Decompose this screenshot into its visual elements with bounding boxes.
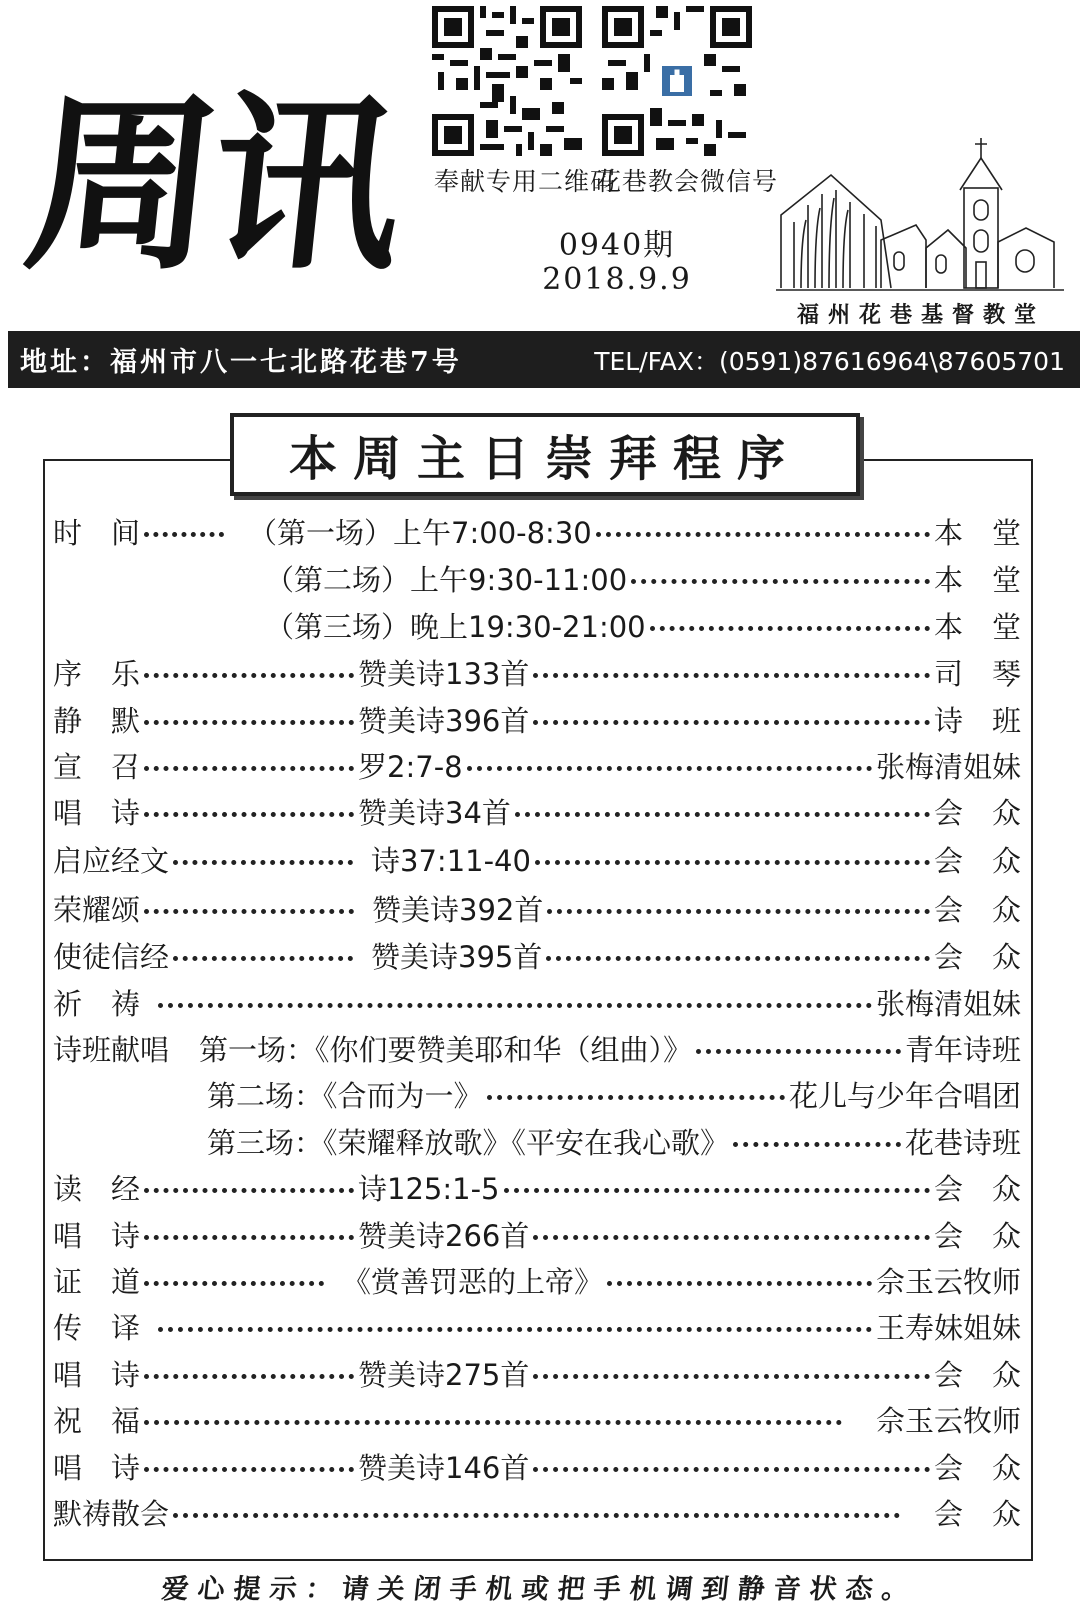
leader-dots	[533, 1374, 930, 1379]
program-row	[53, 1164, 1021, 1210]
row-role: 本 堂	[933, 515, 1021, 550]
row-label: 读 经	[53, 1171, 141, 1206]
program-row	[53, 649, 1021, 695]
row-content: 赞美诗34首	[358, 795, 511, 830]
leader-dots	[535, 860, 930, 865]
row-content: （第三场）晚上19:30-21:00	[265, 609, 646, 644]
leader-dots	[533, 1467, 930, 1472]
program-row	[53, 836, 1021, 882]
row-role: 张梅清姐妹	[875, 749, 1021, 784]
leader-dots	[144, 909, 354, 914]
row-content: （第一场）上午7:00-8:30	[248, 515, 592, 550]
row-role: 会 众	[933, 1357, 1021, 1392]
row-content: 赞美诗266首	[358, 1218, 530, 1253]
leader-dots	[515, 812, 930, 817]
row-label: 唱 诗	[53, 1450, 141, 1485]
program-row	[53, 508, 1021, 554]
row-role: 青年诗班	[904, 1032, 1021, 1067]
leader-dots	[173, 860, 353, 865]
row-label: 启应经文	[53, 843, 170, 878]
row-label: 诗班献唱	[53, 1032, 170, 1067]
row-role: 王寿妹姐妹	[875, 1310, 1021, 1345]
church-address: 地址：福州市八一七北路花巷7号	[20, 347, 462, 378]
row-content: 诗125:1-5	[358, 1171, 500, 1206]
leader-dots	[504, 1188, 930, 1193]
row-content: 第三场：《荣耀释放歌》《平安在我心歌》	[207, 1125, 730, 1160]
leader-dots	[596, 532, 930, 537]
program-title: 本周主日崇拜程序	[230, 413, 860, 496]
leader-dots	[487, 1095, 785, 1100]
program-row	[53, 1025, 1021, 1071]
wechat-qr-code-icon[interactable]	[602, 6, 752, 156]
row-label: 静 默	[53, 703, 141, 738]
row-role: 诗 班	[933, 703, 1021, 738]
leader-dots	[144, 766, 354, 771]
leader-dots	[144, 1235, 354, 1240]
row-content: 《赏善罚恶的上帝》	[342, 1264, 604, 1299]
row-label: 荣耀颂	[53, 892, 141, 927]
program-row	[53, 1118, 1021, 1164]
row-role: 花儿与少年合唱团	[788, 1078, 1021, 1113]
leader-dots	[650, 626, 930, 631]
row-label: 唱 诗	[53, 1357, 141, 1392]
row-role: 会 众	[933, 1496, 1021, 1531]
leader-dots	[173, 1513, 900, 1518]
leader-dots	[144, 1281, 324, 1286]
row-content: 赞美诗396首	[358, 703, 530, 738]
row-label: 唱 诗	[53, 1218, 141, 1253]
leader-dots	[144, 673, 354, 678]
program-row	[53, 742, 1021, 788]
church-name: 福州花巷基督教堂	[796, 302, 1045, 328]
row-label: 时 间	[53, 515, 141, 550]
issue-number: 0940期	[558, 228, 676, 263]
program-row	[53, 885, 1021, 931]
row-role: 会 众	[933, 892, 1021, 927]
program-row	[53, 1396, 1021, 1442]
row-role: 会 众	[933, 1171, 1021, 1206]
row-role: 佘玉云牧师	[875, 1264, 1021, 1299]
leader-dots	[144, 1374, 354, 1379]
row-role: 司 琴	[933, 656, 1021, 691]
row-role: 花巷诗班	[904, 1125, 1021, 1160]
row-role: 本 堂	[933, 609, 1021, 644]
program-row	[53, 1489, 1021, 1535]
program-row	[53, 1257, 1021, 1303]
row-label: 宣 召	[53, 749, 141, 784]
masthead-title: 周讯	[16, 73, 408, 296]
wechat-qr-caption: 花巷教会微信号	[596, 167, 779, 196]
row-content: 第二场：《合而为一》	[207, 1078, 483, 1113]
row-content: 赞美诗133首	[358, 656, 530, 691]
program-row	[53, 555, 1021, 601]
row-role: 会 众	[933, 939, 1021, 974]
row-label: 使徒信经	[53, 939, 170, 974]
row-content: 诗37:11-40	[371, 843, 531, 878]
leader-dots	[696, 1049, 901, 1054]
row-content: 赞美诗275首	[358, 1357, 530, 1392]
row-label: 祈 祷	[53, 986, 141, 1021]
leader-dots	[144, 532, 224, 537]
issue-date: 2018.9.9	[542, 262, 692, 297]
program-row	[53, 696, 1021, 742]
row-content: 赞美诗395首	[371, 939, 543, 974]
row-label: 序 乐	[53, 656, 141, 691]
leader-dots	[173, 956, 353, 961]
row-content: （第二场）上午9:30-11:00	[265, 562, 628, 597]
row-label: 默祷散会	[53, 1496, 170, 1531]
leader-dots	[631, 579, 930, 584]
leader-dots	[733, 1142, 901, 1147]
row-role: 本 堂	[933, 562, 1021, 597]
program-row	[53, 1350, 1021, 1396]
leader-dots	[158, 1003, 872, 1008]
donation-qr-code-icon[interactable]	[432, 6, 582, 156]
church-phone[interactable]: TEL/FAX：(0591)87616964\87605701	[594, 346, 1065, 376]
leader-dots	[467, 766, 872, 771]
program-row	[53, 788, 1021, 834]
program-row	[53, 979, 1021, 1025]
row-content: 赞美诗146首	[358, 1450, 530, 1485]
leader-dots	[144, 1467, 354, 1472]
program-row	[53, 1071, 1021, 1117]
row-content: 第一场：《你们要赞美耶和华（组曲）》	[199, 1032, 693, 1067]
leader-dots	[144, 812, 354, 817]
program-row	[53, 1211, 1021, 1257]
leader-dots	[533, 673, 930, 678]
row-label: 唱 诗	[53, 795, 141, 830]
leader-dots	[607, 1281, 872, 1286]
address-bar	[8, 331, 1080, 388]
leader-dots	[547, 909, 930, 914]
leader-dots	[533, 1235, 930, 1240]
reminder-note: 爱心提示：请关闭手机或把手机调到静音状态。	[160, 1574, 920, 1605]
program-row	[53, 1443, 1021, 1489]
leader-dots	[144, 1188, 354, 1193]
row-role: 会 众	[933, 795, 1021, 830]
row-label: 传 译	[53, 1310, 141, 1345]
program-row	[53, 932, 1021, 978]
leader-dots	[533, 720, 930, 725]
row-role: 会 众	[933, 843, 1021, 878]
program-row	[53, 602, 1021, 648]
leader-dots	[144, 1420, 842, 1425]
row-role: 会 众	[933, 1218, 1021, 1253]
row-label: 证 道	[53, 1264, 141, 1299]
row-content: 赞美诗392首	[372, 892, 544, 927]
leader-dots	[546, 956, 930, 961]
row-content: 罗2:7-8	[358, 749, 463, 784]
row-role: 佘玉云牧师	[875, 1403, 1021, 1438]
row-role: 张梅清姐妹	[875, 986, 1021, 1021]
donation-qr-caption: 奉献专用二维码	[434, 167, 617, 196]
leader-dots	[158, 1327, 872, 1332]
row-role: 会 众	[933, 1450, 1021, 1485]
row-label: 祝 福	[53, 1403, 141, 1438]
program-row	[53, 1303, 1021, 1349]
church-building-icon	[776, 130, 1064, 300]
leader-dots	[144, 720, 354, 725]
